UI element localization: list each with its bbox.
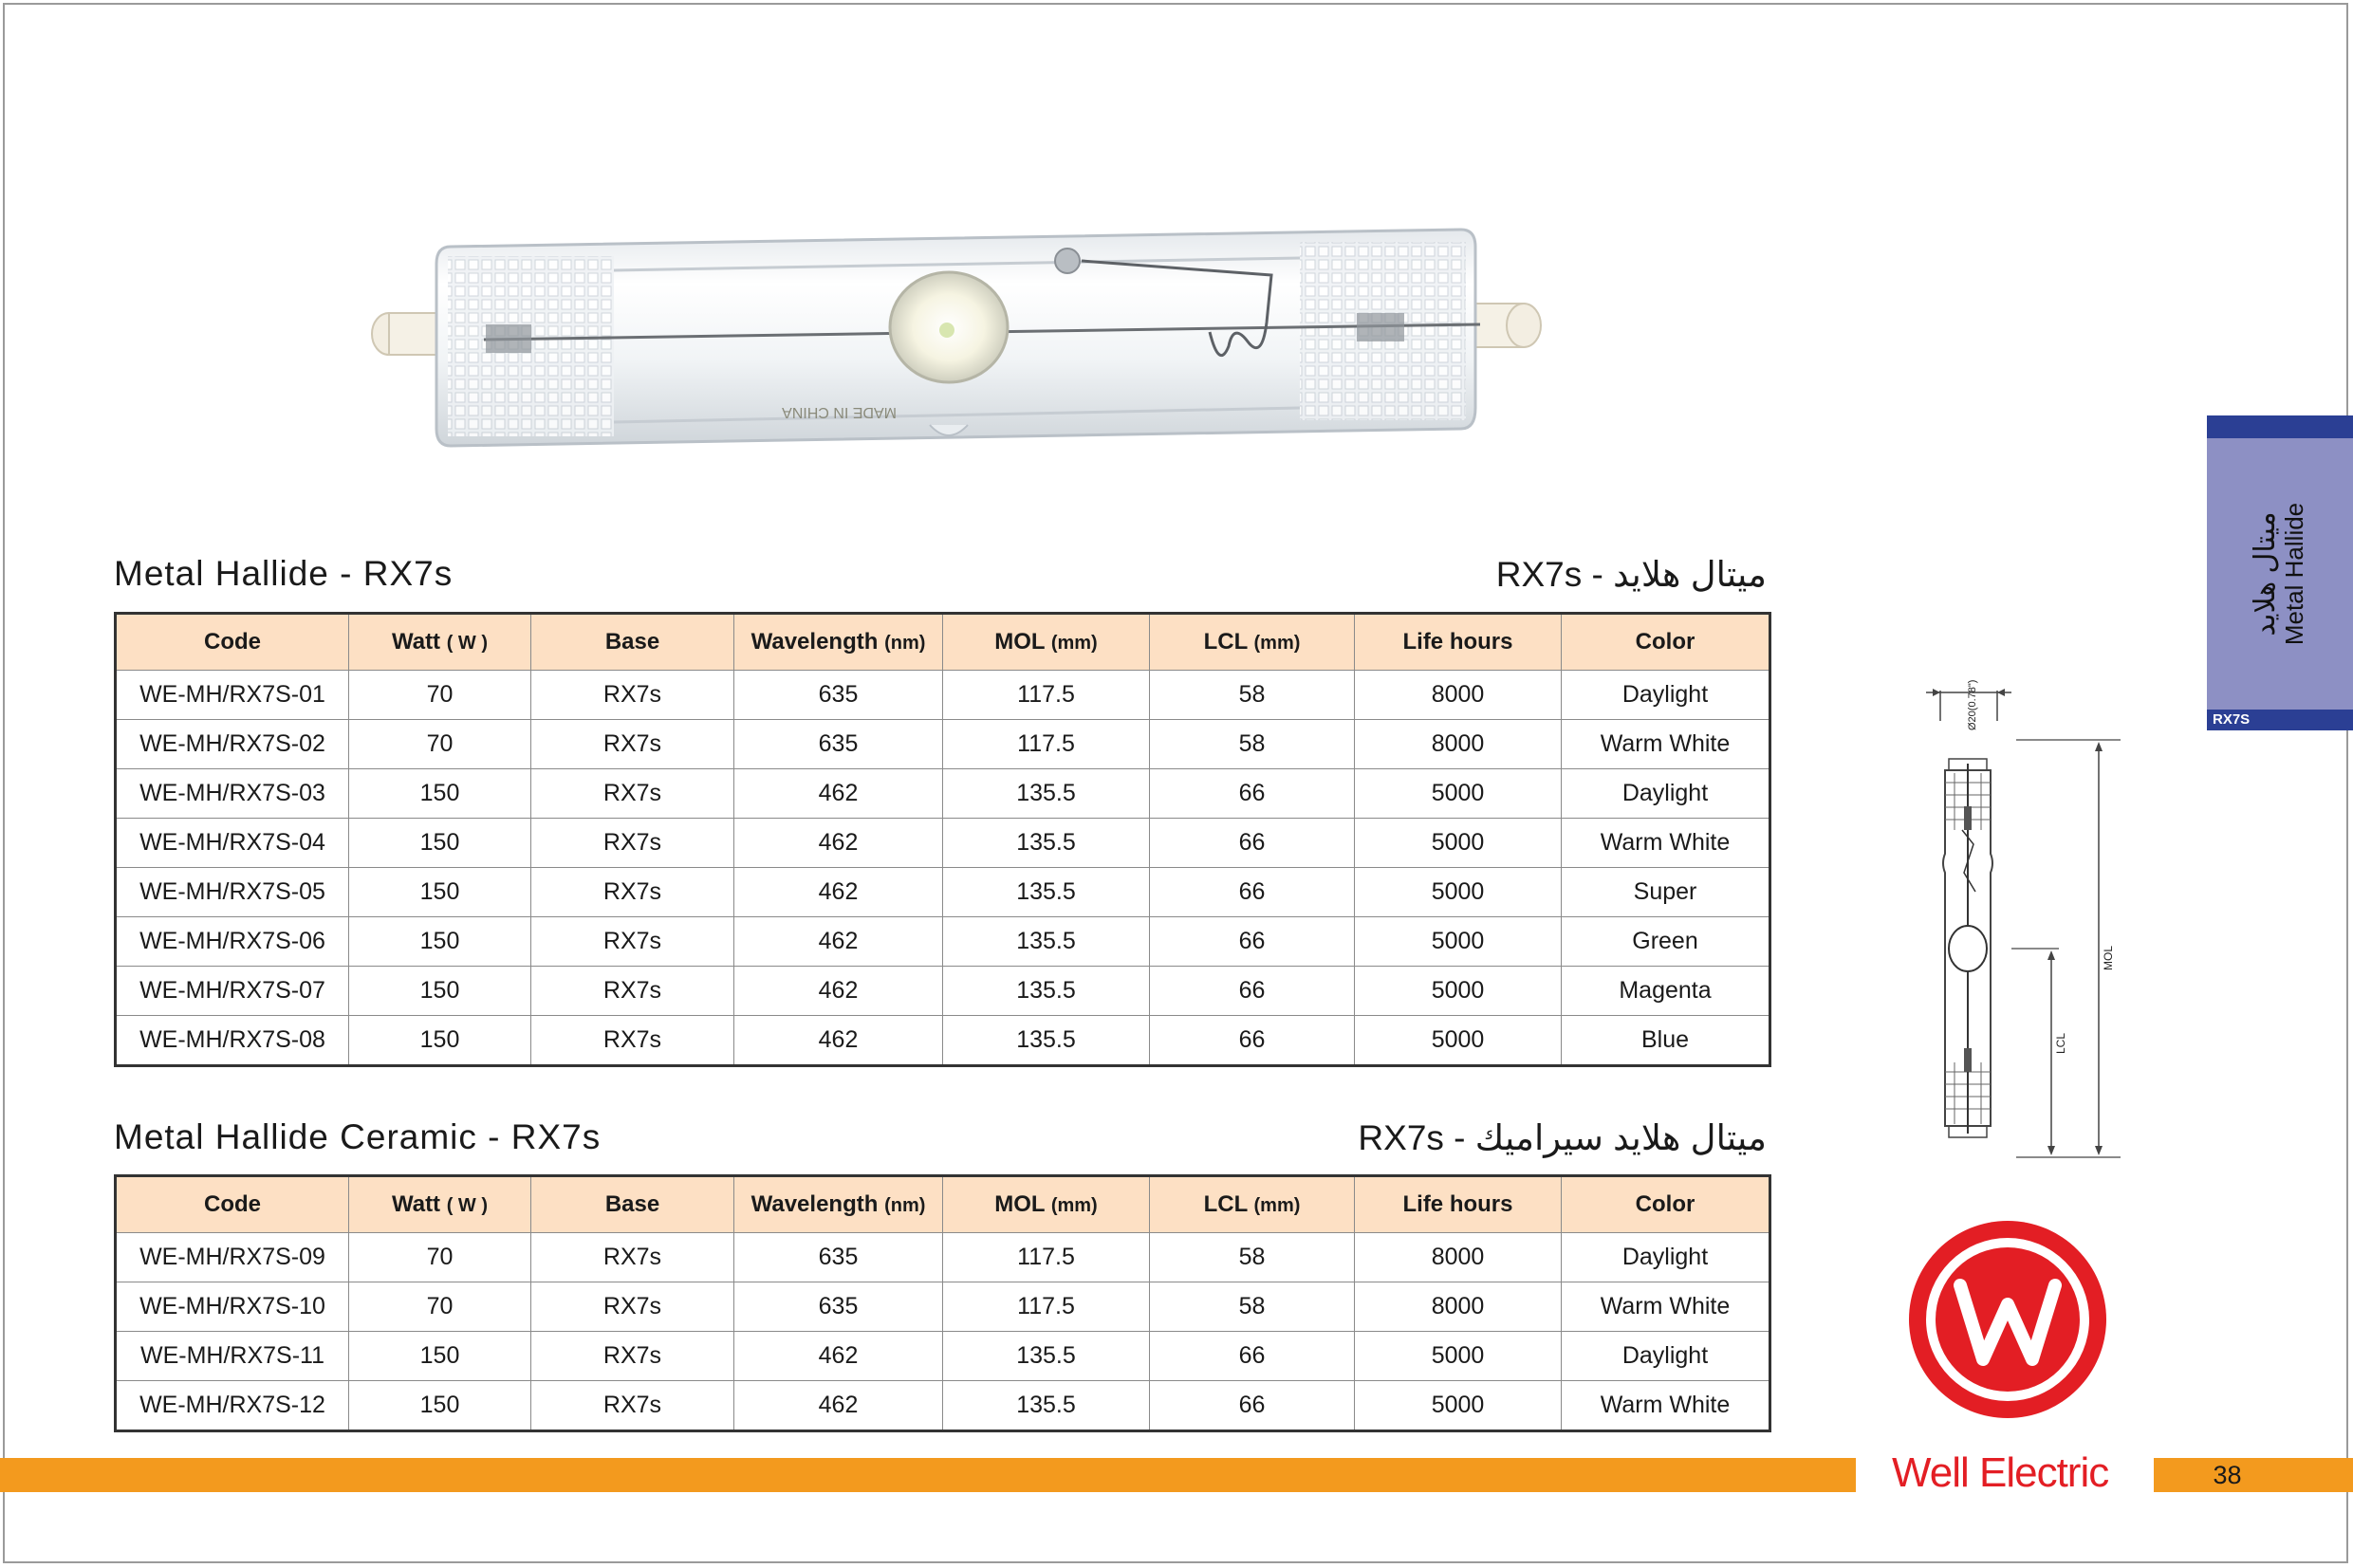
cell-code: WE-MH/RX7S-06 xyxy=(116,917,349,967)
table-row xyxy=(116,1233,1770,1282)
table-row xyxy=(116,1282,1770,1332)
section2-title: Metal Hallide Ceramic - RX7s xyxy=(114,1117,602,1156)
spec-table-1 xyxy=(114,612,1771,1067)
cell-mol: 135.5 xyxy=(943,1381,1150,1431)
cell-watt: 70 xyxy=(349,720,531,769)
side-tab-title-ar: ميتال هلايد xyxy=(2250,511,2281,636)
cell-wavelength: 462 xyxy=(734,1332,943,1381)
cell-base: RX7s xyxy=(531,819,734,868)
header-code: Code xyxy=(116,1176,349,1233)
cell-mol: 117.5 xyxy=(943,720,1150,769)
table-row xyxy=(116,769,1770,819)
cell-code: WE-MH/RX7S-10 xyxy=(116,1282,349,1332)
page-number: 38 xyxy=(2213,1461,2242,1489)
cell-mol: 117.5 xyxy=(943,671,1150,720)
header-watt xyxy=(349,1176,531,1233)
cell-lcl: 66 xyxy=(1150,769,1355,819)
cell-base: RX7s xyxy=(531,1016,734,1066)
cell-life: 5000 xyxy=(1355,819,1562,868)
cell-mol: 135.5 xyxy=(943,769,1150,819)
header-watt xyxy=(349,614,531,671)
cell-watt: 150 xyxy=(349,819,531,868)
brand-name: Well Electric xyxy=(1892,1449,2109,1496)
cell-code: WE-MH/RX7S-01 xyxy=(116,671,349,720)
footer-orange-bar xyxy=(0,1458,1856,1492)
cell-color: Daylight xyxy=(1562,769,1770,819)
cell-code: WE-MH/RX7S-02 xyxy=(116,720,349,769)
cell-color: Warm White xyxy=(1562,1282,1770,1332)
header-mol-label: MOL xyxy=(994,629,1046,655)
cell-lcl: 66 xyxy=(1150,1016,1355,1066)
header-watt-unit: ( W ) xyxy=(446,1195,489,1216)
cell-life: 5000 xyxy=(1355,1016,1562,1066)
cell-wavelength: 462 xyxy=(734,868,943,917)
header-watt-unit: ( W ) xyxy=(446,633,489,654)
cell-lcl: 58 xyxy=(1150,1282,1355,1332)
cell-mol: 135.5 xyxy=(943,868,1150,917)
header-watt-label: Watt xyxy=(391,629,441,655)
lamp-print-text: MADE IN CHINA xyxy=(782,404,897,420)
table-row xyxy=(116,819,1770,868)
cell-color: Daylight xyxy=(1562,1233,1770,1282)
header-wavelength xyxy=(734,614,943,671)
cell-mol: 135.5 xyxy=(943,967,1150,1016)
side-tab-code: RX7S xyxy=(2207,710,2353,730)
cell-base: RX7s xyxy=(531,1332,734,1381)
cell-color: Magenta xyxy=(1562,967,1770,1016)
cell-lcl: 66 xyxy=(1150,1332,1355,1381)
cell-color: Daylight xyxy=(1562,671,1770,720)
cell-color: Warm White xyxy=(1562,720,1770,769)
header-code: Code xyxy=(116,614,349,671)
header-mol-unit: (mm) xyxy=(1050,633,1098,654)
cell-life: 8000 xyxy=(1355,720,1562,769)
table-row xyxy=(116,868,1770,917)
table-header-row xyxy=(116,1176,1770,1233)
cell-life: 5000 xyxy=(1355,769,1562,819)
cell-watt: 150 xyxy=(349,1016,531,1066)
header-life: Life hours xyxy=(1355,1176,1562,1233)
header-life: Life hours xyxy=(1355,614,1562,671)
table-header-row xyxy=(116,614,1770,671)
header-lcl-label: LCL xyxy=(1203,1191,1248,1217)
cell-wavelength: 635 xyxy=(734,1233,943,1282)
cell-wavelength: 462 xyxy=(734,1016,943,1066)
cell-code: WE-MH/RX7S-11 xyxy=(116,1332,349,1381)
cell-code: WE-MH/RX7S-08 xyxy=(116,1016,349,1066)
header-wavelength-unit: (nm) xyxy=(884,633,926,654)
table-row xyxy=(116,1016,1770,1066)
cell-code: WE-MH/RX7S-03 xyxy=(116,769,349,819)
cell-lcl: 58 xyxy=(1150,720,1355,769)
header-mol-unit: (mm) xyxy=(1050,1195,1098,1216)
header-wavelength-unit: (nm) xyxy=(884,1195,926,1216)
cell-lcl: 66 xyxy=(1150,819,1355,868)
cell-mol: 117.5 xyxy=(943,1282,1150,1332)
cell-base: RX7s xyxy=(531,671,734,720)
cell-color: Blue xyxy=(1562,1016,1770,1066)
cell-base: RX7s xyxy=(531,720,734,769)
cell-watt: 150 xyxy=(349,917,531,967)
cell-watt: 150 xyxy=(349,769,531,819)
cell-color: Warm White xyxy=(1562,819,1770,868)
cell-wavelength: 462 xyxy=(734,967,943,1016)
diagram-lcl-label: LCL xyxy=(2054,1032,2067,1055)
header-mol-label: MOL xyxy=(994,1191,1046,1217)
header-wavelength-label: Wavelength xyxy=(750,1191,879,1217)
cell-code: WE-MH/RX7S-12 xyxy=(116,1381,349,1431)
lamp-dimension-diagram xyxy=(1917,655,2135,1167)
cell-wavelength: 462 xyxy=(734,1381,943,1431)
cell-base: RX7s xyxy=(531,917,734,967)
table-row xyxy=(116,720,1770,769)
table-row xyxy=(116,671,1770,720)
spec-table-2 xyxy=(114,1174,1771,1432)
cell-watt: 70 xyxy=(349,1282,531,1332)
cell-wavelength: 462 xyxy=(734,917,943,967)
cell-mol: 135.5 xyxy=(943,917,1150,967)
header-lcl-unit: (mm) xyxy=(1253,1195,1301,1216)
header-color: Color xyxy=(1562,1176,1770,1233)
cell-life: 5000 xyxy=(1355,1381,1562,1431)
cell-life: 8000 xyxy=(1355,671,1562,720)
cell-mol: 135.5 xyxy=(943,819,1150,868)
header-lcl-label: LCL xyxy=(1203,629,1248,655)
table-row xyxy=(116,1381,1770,1431)
header-base: Base xyxy=(531,1176,734,1233)
cell-lcl: 58 xyxy=(1150,1233,1355,1282)
cell-base: RX7s xyxy=(531,1381,734,1431)
header-color: Color xyxy=(1562,614,1770,671)
cell-lcl: 58 xyxy=(1150,671,1355,720)
well-electric-logo xyxy=(1905,1217,2110,1422)
cell-code: WE-MH/RX7S-07 xyxy=(116,967,349,1016)
cell-code: WE-MH/RX7S-09 xyxy=(116,1233,349,1282)
cell-color: Daylight xyxy=(1562,1332,1770,1381)
cell-life: 5000 xyxy=(1355,967,1562,1016)
header-wavelength xyxy=(734,1176,943,1233)
cell-life: 5000 xyxy=(1355,917,1562,967)
header-lcl-unit: (mm) xyxy=(1253,633,1301,654)
cell-watt: 70 xyxy=(349,671,531,720)
side-tab-text xyxy=(2251,503,2308,645)
cell-life: 8000 xyxy=(1355,1282,1562,1332)
table-row xyxy=(116,917,1770,967)
cell-mol: 117.5 xyxy=(943,1233,1150,1282)
lamp-photo xyxy=(361,218,1556,474)
cell-life: 8000 xyxy=(1355,1233,1562,1282)
cell-code: WE-MH/RX7S-04 xyxy=(116,819,349,868)
section2-title-ar: ميتال هلايد سيراميك - RX7s xyxy=(1358,1118,1767,1157)
section1-title-ar: ميتال هلايد - RX7s xyxy=(1495,555,1767,594)
header-lcl xyxy=(1150,1176,1355,1233)
cell-watt: 150 xyxy=(349,1381,531,1431)
cell-watt: 70 xyxy=(349,1233,531,1282)
cell-color: Super xyxy=(1562,868,1770,917)
header-wavelength-label: Wavelength xyxy=(750,629,879,655)
cell-watt: 150 xyxy=(349,868,531,917)
diagram-mol-label: MOL xyxy=(2102,945,2115,971)
cell-watt: 150 xyxy=(349,967,531,1016)
section1-title: Metal Hallide - RX7s xyxy=(114,554,454,593)
side-tab-title-en: Metal Hallide xyxy=(2280,502,2308,646)
table-row xyxy=(116,1332,1770,1381)
cell-wavelength: 635 xyxy=(734,671,943,720)
cell-color: Green xyxy=(1562,917,1770,967)
cell-color: Warm White xyxy=(1562,1381,1770,1431)
header-base: Base xyxy=(531,614,734,671)
cell-life: 5000 xyxy=(1355,868,1562,917)
cell-base: RX7s xyxy=(531,967,734,1016)
cell-base: RX7s xyxy=(531,1233,734,1282)
cell-wavelength: 462 xyxy=(734,819,943,868)
cell-lcl: 66 xyxy=(1150,917,1355,967)
cell-mol: 135.5 xyxy=(943,1332,1150,1381)
side-tab-top-bar xyxy=(2207,415,2353,438)
cell-lcl: 66 xyxy=(1150,967,1355,1016)
cell-mol: 135.5 xyxy=(943,1016,1150,1066)
cell-lcl: 66 xyxy=(1150,1381,1355,1431)
header-mol xyxy=(943,1176,1150,1233)
header-watt-label: Watt xyxy=(391,1191,441,1217)
table-row xyxy=(116,967,1770,1016)
cell-base: RX7s xyxy=(531,1282,734,1332)
cell-code: WE-MH/RX7S-05 xyxy=(116,868,349,917)
cell-wavelength: 462 xyxy=(734,769,943,819)
header-mol xyxy=(943,614,1150,671)
header-lcl xyxy=(1150,614,1355,671)
diagram-diameter-label: Ø20(0.78") xyxy=(1967,679,1978,730)
cell-wavelength: 635 xyxy=(734,1282,943,1332)
cell-wavelength: 635 xyxy=(734,720,943,769)
cell-lcl: 66 xyxy=(1150,868,1355,917)
cell-base: RX7s xyxy=(531,769,734,819)
cell-base: RX7s xyxy=(531,868,734,917)
cell-life: 5000 xyxy=(1355,1332,1562,1381)
cell-watt: 150 xyxy=(349,1332,531,1381)
